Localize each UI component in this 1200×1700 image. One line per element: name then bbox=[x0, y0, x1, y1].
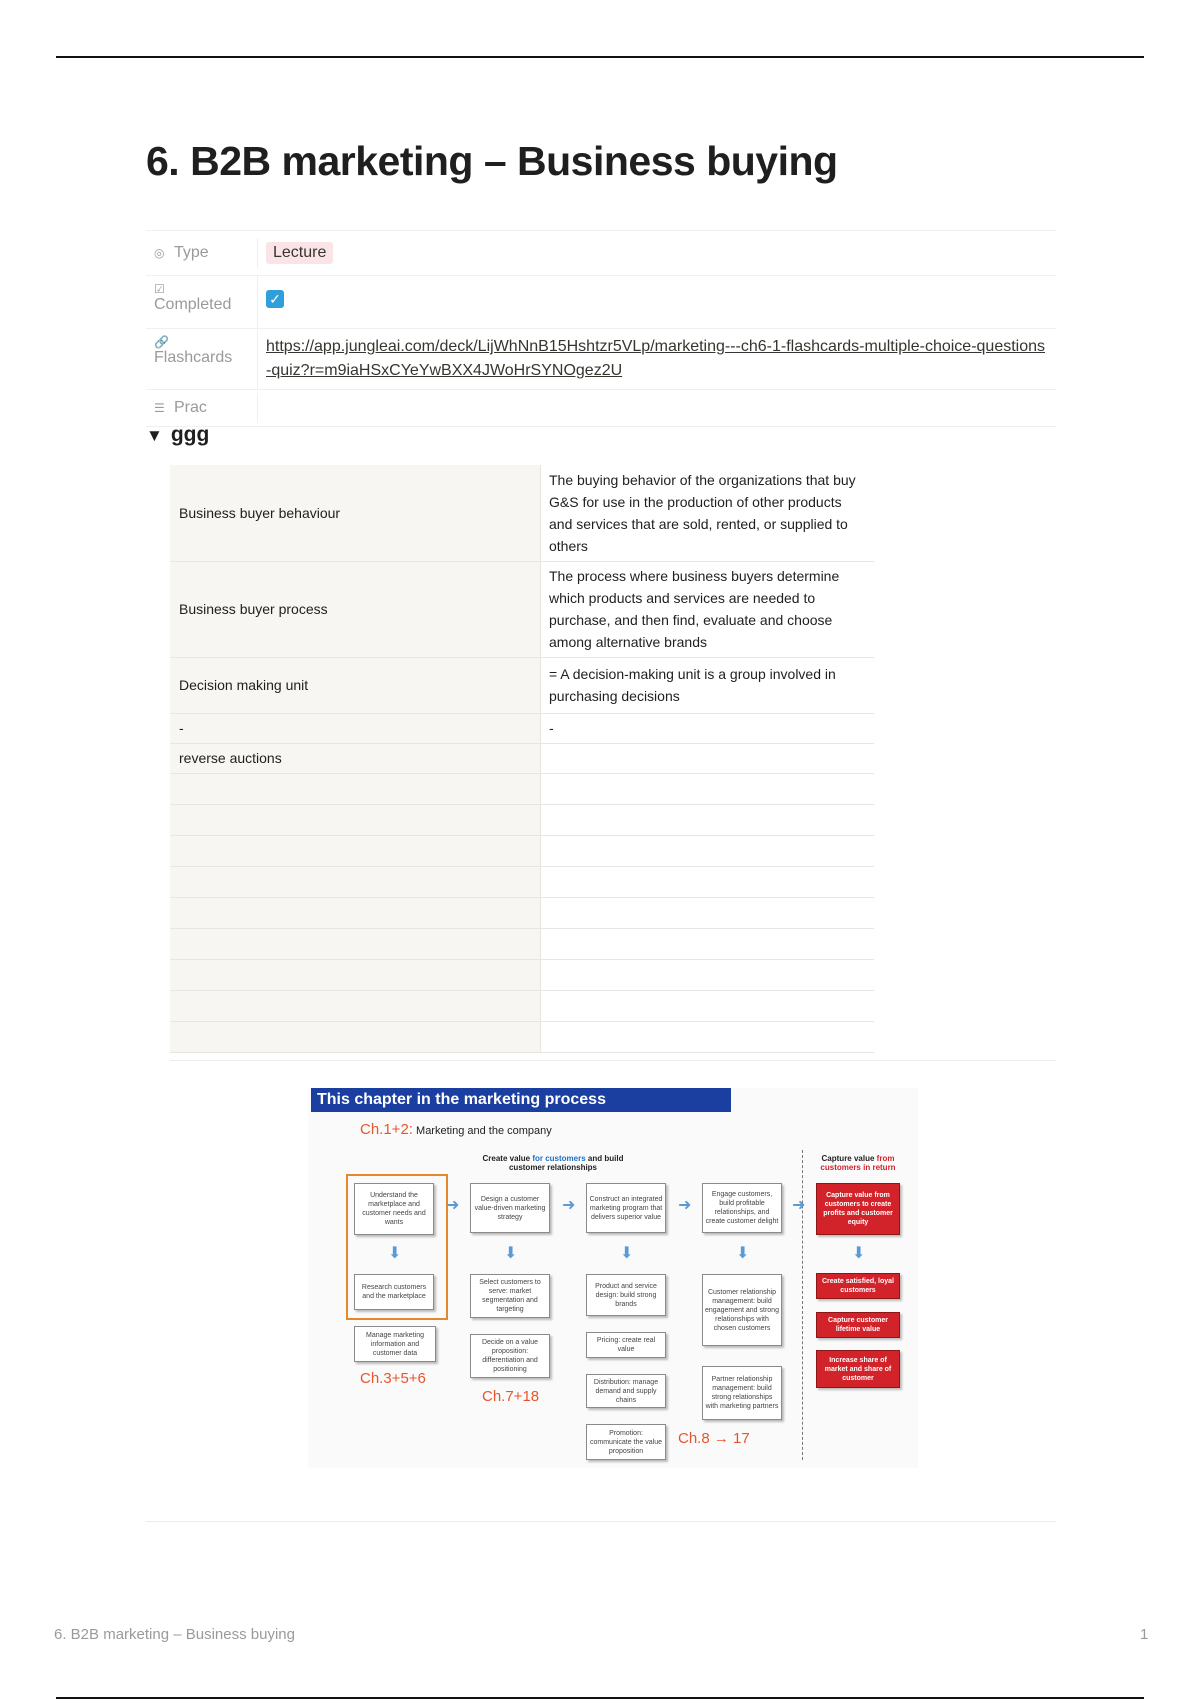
ch-label-col1: Ch.3+5+6 bbox=[360, 1370, 426, 1387]
property-flashcards-key bbox=[146, 329, 258, 389]
definition-cell[interactable] bbox=[541, 866, 875, 897]
table-row bbox=[170, 928, 874, 959]
table-row bbox=[170, 959, 874, 990]
top-rule bbox=[56, 56, 1144, 58]
create-caption-c: and build customer relationships bbox=[508, 1154, 624, 1172]
col2-box: Design a customer value-driven marketing strategy bbox=[470, 1183, 550, 1233]
arrow-down-icon: ⬇ bbox=[388, 1245, 402, 1262]
prac-value[interactable] bbox=[258, 402, 1056, 414]
col5-box: Capture customer lifetime value bbox=[816, 1312, 900, 1338]
table-row bbox=[170, 713, 874, 743]
type-badge[interactable]: Lecture bbox=[266, 242, 333, 264]
term-cell[interactable] bbox=[170, 928, 541, 959]
definition-cell[interactable]: - bbox=[541, 713, 875, 743]
col1-box: Manage marketing information and customer data bbox=[354, 1326, 436, 1362]
property-flashcards bbox=[146, 329, 1056, 390]
create-value-caption bbox=[478, 1154, 628, 1172]
term-cell[interactable] bbox=[170, 990, 541, 1021]
term-cell[interactable] bbox=[170, 835, 541, 866]
type-icon: ◎ bbox=[154, 246, 165, 260]
col5-box: Capture value from customers to create profits and customer equity bbox=[816, 1183, 900, 1235]
arrow-right-icon: ➜ bbox=[446, 1197, 460, 1214]
property-completed bbox=[146, 276, 1056, 329]
table-row bbox=[170, 835, 874, 866]
col2-box: Decide on a value proposition: differentiation and positioning bbox=[470, 1334, 550, 1378]
definition-cell[interactable] bbox=[541, 773, 875, 804]
property-type-key bbox=[146, 238, 258, 268]
table-row bbox=[170, 561, 874, 657]
col4-box: Customer relationship management: build engagement and strong relationships with chosen customers bbox=[702, 1274, 782, 1346]
definition-cell[interactable] bbox=[541, 928, 875, 959]
completed-label: Completed bbox=[154, 296, 232, 313]
toggle-triangle-icon[interactable]: ▼ bbox=[146, 426, 163, 445]
definition-cell[interactable] bbox=[541, 743, 875, 773]
arrow-down-icon: ⬇ bbox=[620, 1245, 634, 1262]
page-title: 6. B2B marketing – Business buying bbox=[146, 138, 838, 184]
ch-label-col34: Ch.8 → 17 bbox=[678, 1430, 750, 1447]
toggle-ggg[interactable] bbox=[146, 423, 209, 447]
definition-cell[interactable]: The buying behavior of the organizations that buy G&S for use in the production of other products and services that are sold, rented, or supplied to others bbox=[541, 465, 875, 561]
terms-table bbox=[170, 465, 874, 1053]
arrow-down-icon: ⬇ bbox=[504, 1245, 518, 1262]
diagram-subtitle-ch: Ch.1+2: bbox=[360, 1121, 413, 1138]
term-cell[interactable] bbox=[170, 804, 541, 835]
table-row bbox=[170, 804, 874, 835]
col4-box: Engage customers, build profitable relationships, and create customer delight bbox=[702, 1183, 782, 1233]
arrow-down-icon: ⬇ bbox=[852, 1245, 866, 1262]
term-cell[interactable]: - bbox=[170, 713, 541, 743]
ch-label-col2: Ch.7+18 bbox=[482, 1388, 540, 1405]
flashcards-link[interactable]: https://app.jungleai.com/deck/LijWhNnB15Hshtzr5VLp/marketing---ch6-1-flashcards-multiple-choice-questions-quiz?r=m9iaHSxCYeYwBXX4JWoHrSYNOgez2U bbox=[266, 338, 1046, 379]
link-icon: 🔗 bbox=[154, 335, 169, 349]
term-cell[interactable] bbox=[170, 1021, 541, 1052]
term-cell[interactable]: Business buyer process bbox=[170, 561, 541, 657]
term-cell[interactable] bbox=[170, 773, 541, 804]
definition-cell[interactable] bbox=[541, 897, 875, 928]
marketing-process-diagram bbox=[308, 1088, 918, 1468]
col2-box: Select customers to serve: market segmentation and targeting bbox=[470, 1274, 550, 1318]
definition-cell[interactable] bbox=[541, 804, 875, 835]
col3-box: Pricing: create real value bbox=[586, 1332, 666, 1358]
capture-caption-a: Capture value bbox=[821, 1154, 875, 1163]
property-prac bbox=[146, 390, 1056, 427]
divider bbox=[170, 1060, 1056, 1061]
divider bbox=[146, 1521, 1056, 1522]
create-caption-b: for customers bbox=[532, 1154, 586, 1163]
term-cell[interactable] bbox=[170, 959, 541, 990]
definition-cell[interactable]: The process where business buyers determine which products and services are needed to purchase, and then find, evaluate and choose among alternative brands bbox=[541, 561, 875, 657]
term-cell[interactable]: reverse auctions bbox=[170, 743, 541, 773]
col5-box: Increase share of market and share of customer bbox=[816, 1350, 900, 1388]
flashcards-label: Flashcards bbox=[154, 349, 233, 366]
col3-box: Product and service design: build strong brands bbox=[586, 1274, 666, 1316]
arrow-right-icon: ➜ bbox=[562, 1197, 576, 1214]
table-row bbox=[170, 657, 874, 713]
property-completed-key bbox=[146, 276, 258, 328]
capture-caption-b: from customers bbox=[820, 1154, 895, 1172]
definition-cell[interactable] bbox=[541, 835, 875, 866]
properties-table bbox=[146, 230, 1056, 427]
arrow-right-icon: ➜ bbox=[792, 1197, 806, 1214]
definition-cell[interactable] bbox=[541, 990, 875, 1021]
table-row bbox=[170, 1021, 874, 1052]
table-row bbox=[170, 465, 874, 561]
term-cell[interactable] bbox=[170, 866, 541, 897]
definition-cell[interactable]: = A decision-making unit is a group involved in purchasing decisions bbox=[541, 657, 875, 713]
arrow-right-icon: ➜ bbox=[678, 1197, 692, 1214]
definition-cell[interactable] bbox=[541, 959, 875, 990]
table-row bbox=[170, 743, 874, 773]
col1-box: Research customers and the marketplace bbox=[354, 1274, 434, 1310]
create-caption-a: Create value bbox=[482, 1154, 531, 1163]
term-cell[interactable]: Business buyer behaviour bbox=[170, 465, 541, 561]
diagram-subtitle bbox=[360, 1121, 552, 1138]
table-row bbox=[170, 990, 874, 1021]
capture-value-caption bbox=[808, 1154, 908, 1172]
footer-title: 6. B2B marketing – Business buying bbox=[54, 1626, 295, 1643]
property-type bbox=[146, 231, 1056, 276]
col3-box: Construct an integrated marketing program that delivers superior value bbox=[586, 1183, 666, 1233]
property-prac-key bbox=[146, 393, 258, 423]
page-number: 1 bbox=[1140, 1626, 1149, 1643]
term-cell[interactable] bbox=[170, 897, 541, 928]
completed-checkbox[interactable]: ✓ bbox=[266, 290, 284, 308]
list-icon: ☰ bbox=[154, 401, 165, 415]
checkbox-outline-icon: ☑ bbox=[154, 282, 165, 296]
col3-box: Promotion: communicate the value proposition bbox=[586, 1424, 666, 1460]
col1-box: Understand the marketplace and customer needs and wants bbox=[354, 1183, 434, 1235]
type-label: Type bbox=[174, 244, 209, 261]
prac-label: Prac bbox=[174, 399, 207, 416]
table-row bbox=[170, 897, 874, 928]
bottom-rule bbox=[56, 1697, 1144, 1699]
arrow-down-icon: ⬇ bbox=[736, 1245, 750, 1262]
col3-box: Distribution: manage demand and supply chains bbox=[586, 1374, 666, 1408]
col5-box: Create satisfied, loyal customers bbox=[816, 1273, 900, 1299]
diagram-title: This chapter in the marketing process bbox=[311, 1088, 731, 1112]
capture-caption-c: in return bbox=[863, 1163, 896, 1172]
toggle-label: ggg bbox=[170, 423, 210, 446]
term-cell[interactable]: Decision making unit bbox=[170, 657, 541, 713]
definition-cell[interactable] bbox=[541, 1021, 875, 1052]
table-row bbox=[170, 773, 874, 804]
table-row bbox=[170, 866, 874, 897]
col4-box: Partner relationship management: build strong relationships with marketing partners bbox=[702, 1366, 782, 1420]
diagram-subtitle-text: Marketing and the company bbox=[416, 1125, 552, 1137]
